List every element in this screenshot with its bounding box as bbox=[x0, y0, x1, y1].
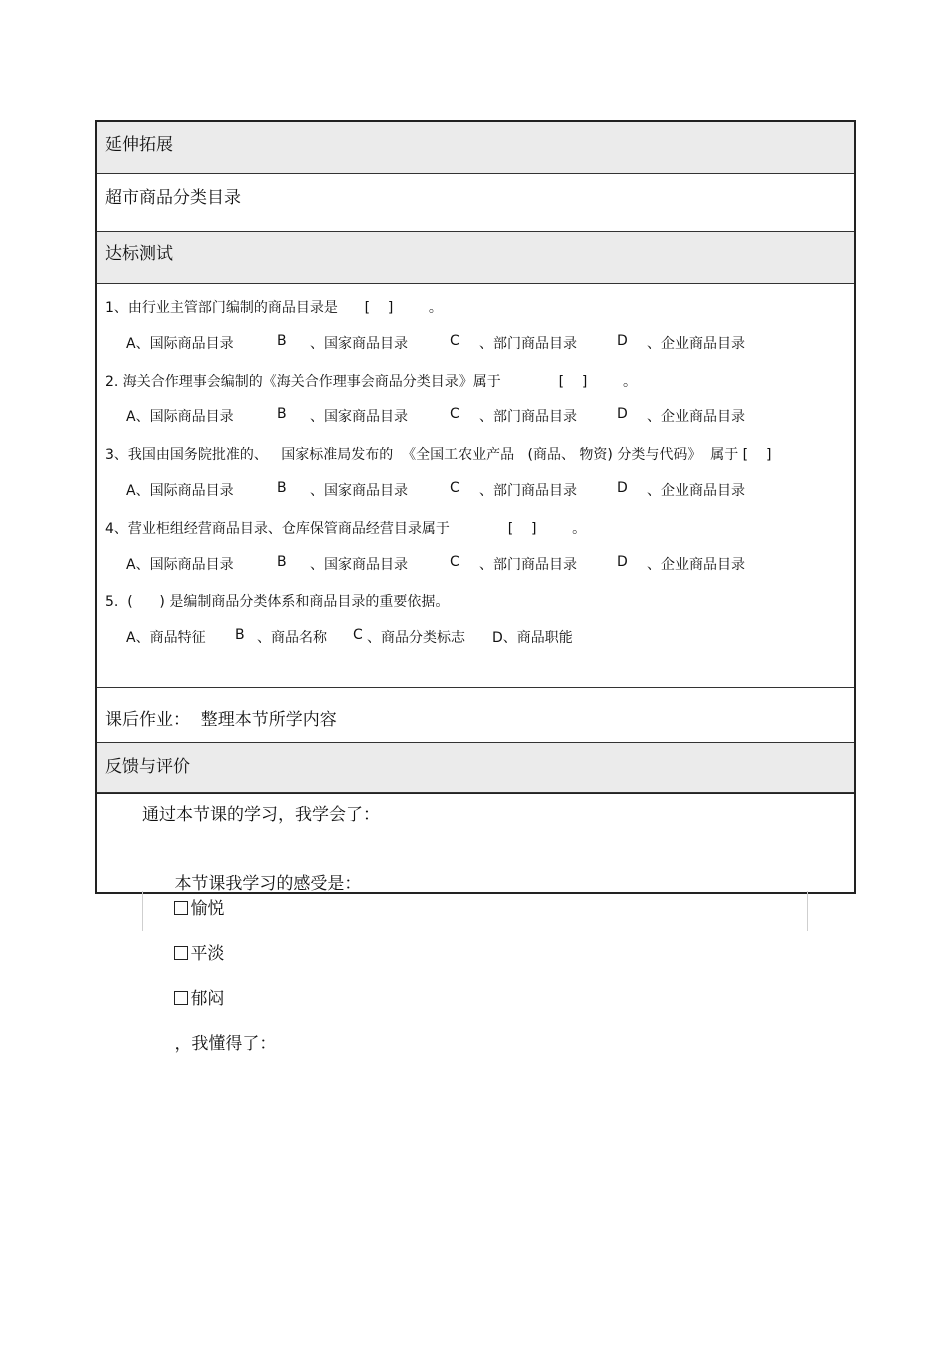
feedback-line-2 bbox=[142, 849, 361, 1074]
test-questions bbox=[97, 284, 854, 688]
question-1-option-d: 、企业商品目录 bbox=[647, 336, 745, 352]
question-1-option-c-letter: C bbox=[450, 333, 460, 349]
question-4-option-d-letter: D bbox=[617, 554, 628, 570]
extension-title: 延伸拓展 bbox=[105, 135, 173, 155]
question-3-option-d-letter: D bbox=[617, 480, 628, 496]
question-3-option-b: 、国家商品目录 bbox=[310, 483, 408, 499]
mood-option-2[interactable] bbox=[174, 944, 224, 964]
question-1-stem: 1、由行业主管部门编制的商品目录是 [ ] 。 bbox=[105, 300, 443, 316]
understood-prompt: ，我懂得了： bbox=[174, 1034, 277, 1054]
extension-content: 超市商品分类目录 bbox=[105, 188, 241, 208]
checkbox-icon[interactable] bbox=[174, 991, 188, 1005]
question-5-stem: 5. ( ) 是编制商品分类体系和商品目录的重要依据。 bbox=[105, 594, 450, 610]
mood-label-2: 平淡 bbox=[190, 944, 225, 964]
question-1-option-d-letter: D bbox=[617, 333, 628, 349]
homework-text: 课后作业： 整理本节所学内容 bbox=[105, 710, 337, 730]
question-2-option-c-letter: C bbox=[450, 406, 460, 422]
feedback-header bbox=[97, 743, 854, 793]
question-5-option-b: 、商品名称 bbox=[257, 630, 327, 646]
question-2-option-b: 、国家商品目录 bbox=[310, 409, 408, 425]
question-2-option-d: 、企业商品目录 bbox=[647, 409, 745, 425]
left-guide-line bbox=[142, 891, 143, 931]
mood-option-1[interactable] bbox=[174, 899, 224, 919]
question-2-option-c: 、部门商品目录 bbox=[479, 409, 577, 425]
question-1-option-b-letter: B bbox=[277, 333, 287, 349]
extension-content-row bbox=[97, 174, 854, 232]
feedback-title: 反馈与评价 bbox=[105, 757, 190, 777]
question-3-option-a: A、国际商品目录 bbox=[126, 483, 234, 499]
question-1-option-b: 、国家商品目录 bbox=[310, 336, 408, 352]
question-5-option-c-letter: C bbox=[353, 627, 363, 643]
question-2-stem: 2. 海关合作理事会编制的《海关合作理事会商品分类目录》属于 [ ] 。 bbox=[105, 374, 637, 390]
question-2-option-d-letter: D bbox=[617, 406, 628, 422]
right-guide-line bbox=[807, 891, 808, 931]
mood-option-3[interactable] bbox=[174, 989, 224, 1009]
lesson-table bbox=[95, 120, 856, 1054]
question-5-option-b-letter: B bbox=[235, 627, 245, 643]
question-3-stem: 3、我国由国务院批准的、 国家标准局发布的 《全国工农业产品 (商品、 物资) 分类与代码》 属于 [ ] bbox=[105, 447, 772, 463]
mood-label-3: 郁闷 bbox=[190, 989, 225, 1009]
test-header bbox=[97, 232, 854, 284]
question-4-option-d: 、企业商品目录 bbox=[647, 557, 745, 573]
question-5-option-d: D、商品职能 bbox=[492, 630, 573, 646]
test-title: 达标测试 bbox=[105, 244, 173, 264]
question-1-option-c: 、部门商品目录 bbox=[479, 336, 577, 352]
question-4-stem: 4、营业柜组经营商品目录、仓库保管商品经营目录属于 [ ] 。 bbox=[105, 521, 587, 537]
question-3-option-d: 、企业商品目录 bbox=[647, 483, 745, 499]
question-3-option-c: 、部门商品目录 bbox=[479, 483, 577, 499]
feelings-prompt: 本节课我学习的感受是： bbox=[174, 874, 362, 894]
question-3-option-c-letter: C bbox=[450, 480, 460, 496]
feedback-body bbox=[97, 793, 854, 1054]
question-4-option-a: A、国际商品目录 bbox=[126, 557, 234, 573]
question-5-option-c: 、商品分类标志 bbox=[367, 630, 465, 646]
question-4-option-c: 、部门商品目录 bbox=[479, 557, 577, 573]
extension-header bbox=[97, 122, 854, 174]
checkbox-icon[interactable] bbox=[174, 946, 188, 960]
question-3-option-b-letter: B bbox=[277, 480, 287, 496]
question-2-option-a: A、国际商品目录 bbox=[126, 409, 234, 425]
question-1-option-a: A、国际商品目录 bbox=[126, 336, 234, 352]
feedback-line-1: 通过本节课的学习，我学会了： bbox=[142, 805, 380, 825]
question-5-option-a: A、商品特征 bbox=[126, 630, 206, 646]
mood-label-1: 愉悦 bbox=[190, 899, 225, 919]
question-4-option-c-letter: C bbox=[450, 554, 460, 570]
checkbox-icon[interactable] bbox=[174, 901, 188, 915]
question-2-option-b-letter: B bbox=[277, 406, 287, 422]
question-4-option-b: 、国家商品目录 bbox=[310, 557, 408, 573]
question-4-option-b-letter: B bbox=[277, 554, 287, 570]
homework-row bbox=[97, 688, 854, 743]
